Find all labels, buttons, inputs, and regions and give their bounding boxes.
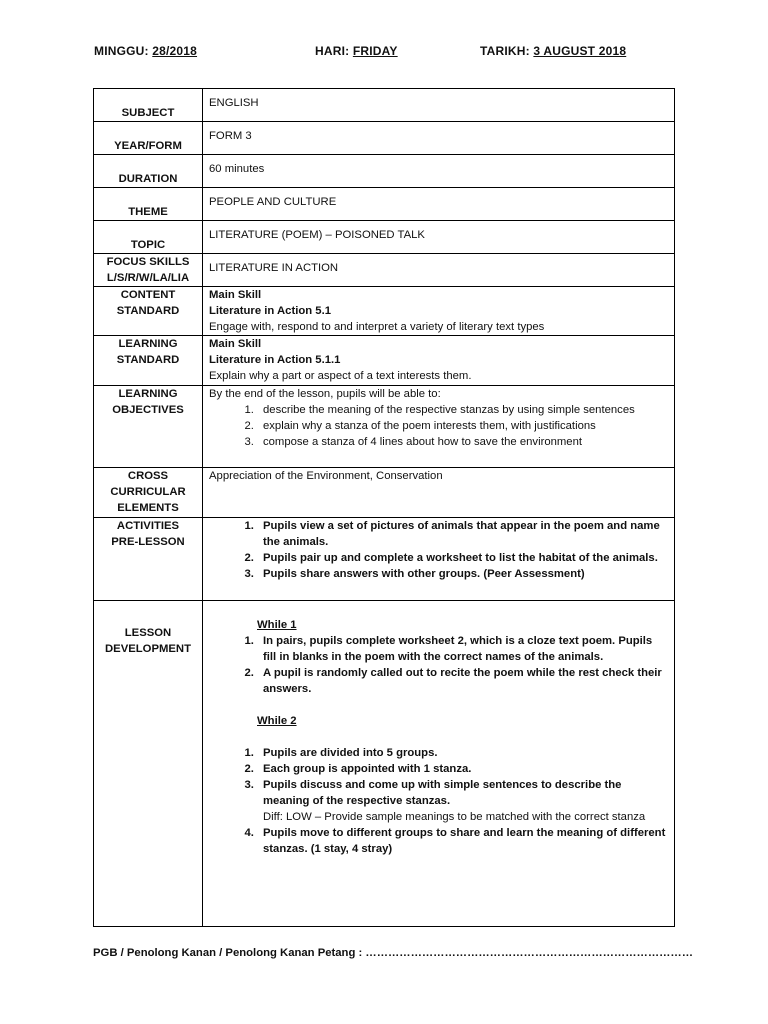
while-1-item: 2. A pupil is randomly called out to recite the poem while the rest check their answers. [257, 665, 668, 697]
row-focus-skills [94, 254, 675, 287]
cross-curricular-value: Appreciation of the Environment, Conservation [203, 468, 675, 518]
duration-label: DURATION [94, 155, 203, 188]
while-2-item: 4. Pupils move to different groups to share and learn the meaning of different stanzas. (1 stay, 4 stray) [257, 825, 668, 857]
week-label: MINGGU: [94, 44, 153, 58]
content-standard-value [203, 287, 675, 336]
theme-label: THEME [94, 188, 203, 221]
row-learning-standard [94, 336, 675, 386]
learning-standard-label-line2: STANDARD [116, 354, 180, 366]
row-pre-lesson [94, 518, 675, 601]
while-2-item: 2. Each group is appointed with 1 stanza. [257, 761, 668, 777]
while-1-item: 1. In pairs, pupils complete worksheet 2, which is a cloze text poem. Pupils fill in blanks in the poem with the correct names of the animals. [257, 633, 668, 665]
subject-label: SUBJECT [94, 89, 203, 122]
content-standard-label-line2: STANDARD [116, 305, 180, 317]
focus-skills-label [94, 254, 203, 287]
objective-item: 3. compose a stanza of 4 lines about how to save the environment [257, 434, 668, 450]
lesson-plan-table [93, 88, 675, 927]
content-standard-main-skill: Main Skill [209, 289, 262, 301]
day-value: FRIDAY [352, 44, 398, 58]
content-standard-code: Literature in Action 5.1 [209, 305, 331, 317]
learning-standard-value [203, 336, 675, 386]
content-standard-label-line1: CONTENT [120, 289, 176, 301]
week-field [94, 44, 197, 58]
row-learning-objectives [94, 386, 675, 468]
year-label: YEAR/FORM [94, 122, 203, 155]
cross-curricular-label-line2: CURRICULAR [110, 486, 186, 498]
row-cross-curricular [94, 468, 675, 518]
date-value: 3 AUGUST 2018 [533, 44, 627, 58]
while-2-title: While 2 [257, 715, 297, 727]
learning-objectives-value [203, 386, 675, 468]
learning-standard-label [94, 336, 203, 386]
cross-curricular-label-line3: ELEMENTS [117, 502, 179, 514]
objectives-list [209, 402, 668, 450]
objective-item: 1. describe the meaning of the respective stanzas by using simple sentences [257, 402, 668, 418]
while-2-item-text: Pupils discuss and come up with simple sentences to describe the meaning of the respective stanzas. [263, 779, 622, 807]
while-2-item [257, 777, 668, 825]
focus-skills-label-line2: L/S/R/W/LA/LIA [106, 272, 190, 284]
cross-curricular-label [94, 468, 203, 518]
learning-standard-main-skill: Main Skill [209, 338, 262, 350]
date-field [480, 44, 626, 58]
learning-standard-label-line1: LEARNING [118, 338, 178, 350]
row-subject [94, 89, 675, 122]
lesson-development-label [94, 601, 203, 927]
row-duration [94, 155, 675, 188]
date-label: TARIKH: [480, 44, 534, 58]
pre-lesson-item: 2. Pupils pair up and complete a worksheet to list the habitat of the animals. [257, 550, 668, 566]
topic-label: TOPIC [94, 221, 203, 254]
row-lesson-development [94, 601, 675, 927]
pre-lesson-item: 1. Pupils view a set of pictures of animals that appear in the poem and name the animals. [257, 518, 668, 550]
while-2-list [209, 745, 668, 857]
lesson-development-label-line2: DEVELOPMENT [105, 643, 191, 655]
pre-lesson-label [94, 518, 203, 601]
learning-objectives-label-line1: LEARNING [118, 388, 178, 400]
while-1-title: While 1 [257, 619, 297, 631]
row-content-standard [94, 287, 675, 336]
lesson-development-label-line1: LESSON [124, 627, 172, 639]
objectives-intro: By the end of the lesson, pupils will be able to: [209, 388, 441, 400]
row-theme [94, 188, 675, 221]
focus-skills-value: LITERATURE IN ACTION [203, 254, 675, 287]
lesson-development-value [203, 601, 675, 927]
duration-value: 60 minutes [203, 155, 675, 188]
topic-value: LITERATURE (POEM) – POISONED TALK [203, 221, 675, 254]
pre-lesson-value [203, 518, 675, 601]
row-year [94, 122, 675, 155]
focus-skills-label-line1: FOCUS SKILLS [106, 256, 190, 268]
pre-lesson-item: 3. Pupils share answers with other groups. (Peer Assessment) [257, 566, 668, 582]
signature-line: PGB / Penolong Kanan / Penolong Kanan Petang : …………………………………………………………………………… [93, 947, 694, 959]
differentiation-note: Diff: LOW – Provide sample meanings to be matched with the correct stanza [263, 811, 646, 823]
pre-lesson-list [209, 518, 668, 582]
while-2-item: 1. Pupils are divided into 5 groups. [257, 745, 668, 761]
while-1-list [209, 633, 668, 697]
day-field [315, 44, 398, 58]
pre-lesson-label-line2: PRE-LESSON [111, 536, 185, 548]
week-value: 28/2018 [152, 44, 198, 58]
learning-objectives-label [94, 386, 203, 468]
learning-standard-code: Literature in Action 5.1.1 [209, 354, 341, 366]
subject-value: ENGLISH [203, 89, 675, 122]
theme-value: PEOPLE AND CULTURE [203, 188, 675, 221]
day-label: HARI: [315, 44, 353, 58]
content-standard-label [94, 287, 203, 336]
pre-lesson-label-line1: ACTIVITIES [116, 520, 180, 532]
learning-standard-description: Explain why a part or aspect of a text interests them. [209, 370, 472, 382]
content-standard-description: Engage with, respond to and interpret a variety of literary text types [209, 321, 545, 333]
learning-objectives-label-line2: OBJECTIVES [112, 404, 184, 416]
row-topic [94, 221, 675, 254]
cross-curricular-label-line1: CROSS [127, 470, 169, 482]
objective-item: 2. explain why a stanza of the poem interests them, with justifications [257, 418, 668, 434]
year-value: FORM 3 [203, 122, 675, 155]
